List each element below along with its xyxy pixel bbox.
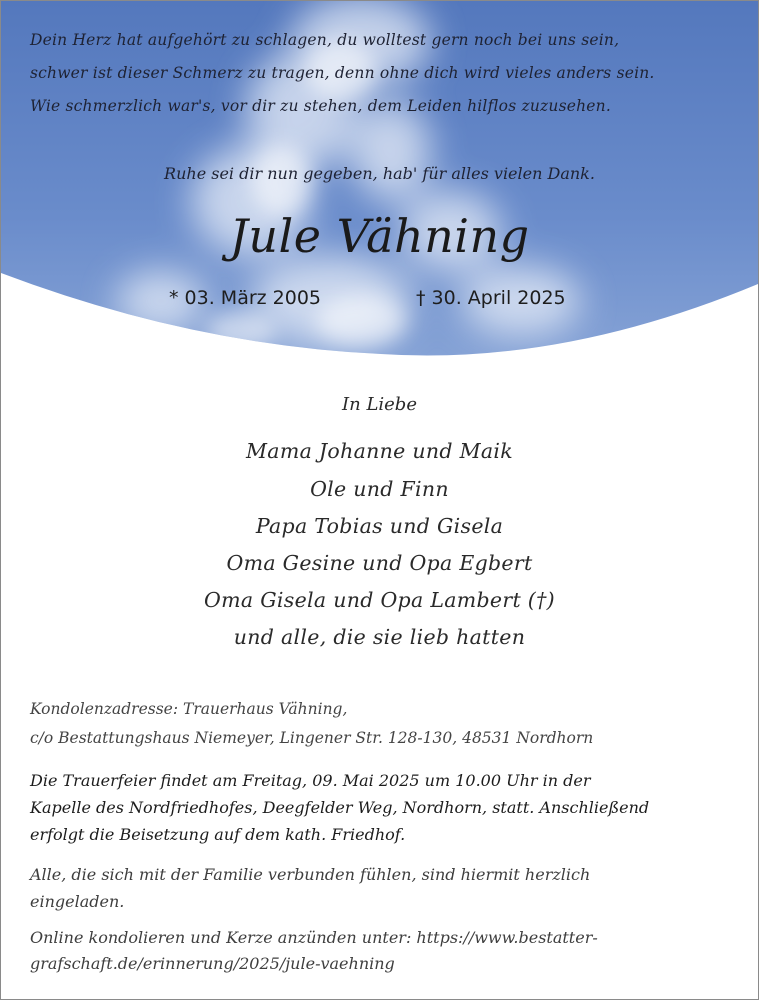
online-condolence-line-1: Online kondolieren und Kerze anzünden unter: https://www.bestatter- [30,928,598,947]
service-line-3: erfolgt die Beisetzung auf dem kath. Friedhof. [30,825,406,844]
deceased-name: Jule Vähning [229,209,530,263]
verse-line-3: Wie schmerzlich war's, vor dir zu stehen, dem Leiden hilflos zuzusehen. [30,97,611,115]
service-line-1: Die Trauerfeier findet am Freitag, 09. Mai 2025 um 10.00 Uhr in der [30,771,591,790]
mourner-name: Mama Johanne und Maik [246,439,513,463]
mourner-name: Oma Gisela und Opa Lambert (†) [204,588,555,612]
condolence-address-line-2: c/o Bestattungshaus Niemeyer, Lingener Str. 128-130, 48531 Nordhorn [30,729,594,747]
birth-date: * 03. März 2005 [169,287,322,309]
invite-line-2: eingeladen. [30,892,125,911]
mourner-name: und alle, die sie lieb hatten [233,625,526,649]
verse-line-2: schwer ist dieser Schmerz zu tragen, denn ohne dich wird vieles anders sein. [30,64,655,82]
service-line-2: Kapelle des Nordfriedhofes, Deegfelder Weg, Nordhorn, statt. Anschließend [30,798,650,817]
death-date: † 30. April 2025 [416,287,566,309]
mourner-name: Oma Gesine und Opa Egbert [226,551,533,575]
mourner-name: Papa Tobias und Gisela [255,514,504,538]
closing-verse: Ruhe sei dir nun gegeben, hab' für alles vielen Dank. [164,164,595,183]
mourner-name: Ole und Finn [310,477,449,501]
condolence-address-line-1: Kondolenzadresse: Trauerhaus Vähning, [30,700,348,718]
in-liebe-heading: In Liebe [342,394,417,415]
invite-line-1: Alle, die sich mit der Familie verbunden fühlen, sind hiermit herzlich [30,865,591,884]
verse-line-1: Dein Herz hat aufgehört zu schlagen, du wolltest gern noch bei uns sein, [30,31,620,49]
online-condolence-link[interactable]: grafschaft.de/erinnerung/2025/jule-vaehning [30,954,395,973]
